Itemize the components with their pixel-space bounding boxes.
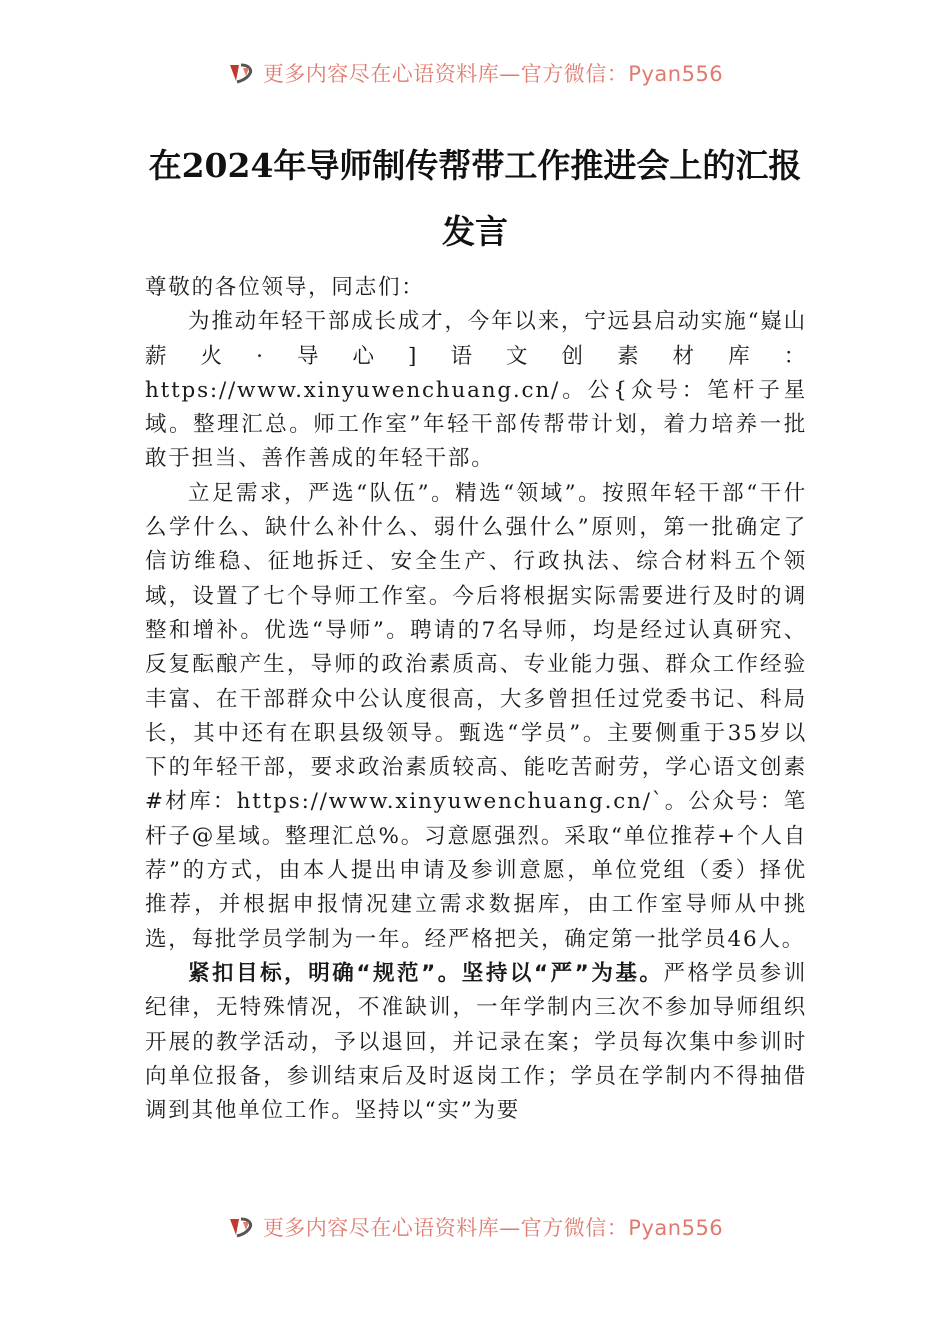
paragraph-3 xyxy=(145,957,807,1128)
brand-logo-icon xyxy=(227,61,257,90)
salutation: 尊敬的各位领导，同志们： xyxy=(145,275,425,300)
header-watermark-text: 更多内容尽在心语资料库—官方微信：Pyan556 xyxy=(262,62,724,86)
paragraph-3-body: 严格学员参训纪律，无特殊情况，不准缺训，一年学制内三次不参加导师组织开展的教学活动，予以退回，并记录在案；学员每次集中参训时向单位报备，参训结束后及时返岗工作；学员在学制内不得抽借调到其他单位工作。坚持以“实”为要 xyxy=(145,960,807,1124)
paragraph-2: 立足需求，严选“队伍”。精选“领域”。按照年轻干部“干什么学什么、缺什么补什么、弱什么强什么”原则，第一批确定了信访维稳、征地拆迁、安全生产、行政执法、综合材料五个领域，设置了七个导师工作室。今后将根据实际需要进行及时的调整和增补。优选“导师”。聘请的7名导师，均是经过认真研究、反复酝酿产生，导师的政治素质高、专业能力强、群众工作经验丰富、在干部群众中公认度很高，大多曾担任过党委书记、科局长，其中还有在职县级领导。甄选“学员”。主要侧重于35岁以下的年轻干部，要求政治素质较高、能吃苦耐劳，学心语文创素#材库：https://www.xinyuwenchuang.cn/`。公众号：笔杆子@星域。整理汇总%。习意愿强烈。采取“单位推荐+个人自荐”的方式，由本人提出申请及参训意愿，单位党组（委）择优推荐，并根据申报情况建立需求数据库，由工作室导师从中挑选，每批学员学制为一年。经严格把关，确定第一批学员46人。 xyxy=(145,480,807,952)
paragraph-1: 为推动年轻干部成长成才，今年以来，宁远县启动实施“嶷山薪火·导心]语文创素材库：https://www.xinyuwenchuang.cn/。公{众号：笔杆子星域。整理汇总。师工作室”年轻干部传帮带计划，着力培养一批敢于担当、善作善成的年轻干部。 xyxy=(145,309,807,472)
document-title: 在2024年导师制传帮带工作推进会上的汇报发言 xyxy=(148,146,802,251)
footer-watermark xyxy=(0,1212,950,1244)
header-watermark xyxy=(0,58,950,90)
document-body xyxy=(145,271,807,1128)
paragraph-3-heading: 紧扣目标，明确“规范”。坚持以“严”为基。 xyxy=(188,960,664,986)
brand-logo-icon xyxy=(227,1215,257,1244)
footer-watermark-text: 更多内容尽在心语资料库—官方微信：Pyan556 xyxy=(262,1216,724,1240)
